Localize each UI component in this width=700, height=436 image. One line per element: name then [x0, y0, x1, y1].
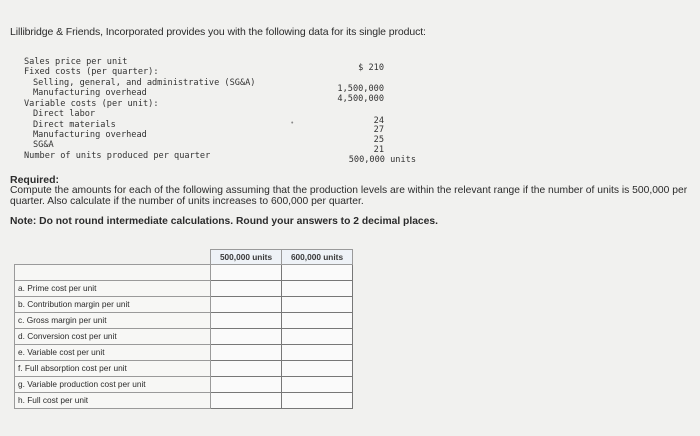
label-fixed-sga: Selling, general, and administrative (SG&A) [33, 78, 256, 88]
value-fixed-sga: 1,500,000 [337, 84, 384, 94]
input-prime-cost-600k[interactable] [282, 280, 353, 296]
required-note: Note: Do not round intermediate calculations. Round your answers to 2 decimal places. [10, 216, 438, 227]
input-variable-production-cost-500k[interactable] [211, 376, 282, 392]
value-units-produced: 500,000 units [348, 155, 416, 165]
value-variable-moh: 25 [373, 135, 384, 145]
answer-table [14, 249, 353, 409]
value-variable-sga: 21 [373, 145, 384, 155]
row-label-variable-cost: e. Variable cost per unit [15, 344, 211, 360]
input-conversion-cost-500k[interactable] [211, 328, 282, 344]
column-500000-units: 500,000 units [211, 250, 282, 265]
input-full-cost-600k[interactable] [282, 392, 353, 408]
header-blank-cell [15, 250, 211, 265]
problem-intro: Lillibridge & Friends, Incorporated provides you with the following data for its single product: [10, 26, 426, 38]
label-direct-materials: Direct materials [33, 120, 116, 130]
input-prime-cost-500k[interactable] [211, 280, 282, 296]
table-row [15, 376, 353, 392]
label-sales-price: Sales price per unit [24, 57, 128, 67]
row-label-full-cost: h. Full cost per unit [15, 392, 211, 408]
input-contribution-margin-600k[interactable] [282, 296, 353, 312]
input-conversion-cost-600k[interactable] [282, 328, 353, 344]
table-row [15, 344, 353, 360]
row-label-full-absorption-cost: f. Full absorption cost per unit [15, 360, 211, 376]
required-text: Compute the amounts for each of the following assuming that the production levels are within the relevant range if the number of units is 500,000 per quarter. Also calculate if the number of units increases to 600,000 per quarter. [10, 185, 688, 207]
value-direct-labor: 24 [373, 116, 384, 126]
label-units-produced: Number of units produced per quarter [24, 151, 211, 161]
table-row [15, 312, 353, 328]
row-label-variable-production-cost: g. Variable production cost per unit [15, 376, 211, 392]
input-variable-cost-600k[interactable] [282, 344, 353, 360]
label-variable-moh: Manufacturing overhead [33, 130, 147, 140]
spacer-label-cell [15, 264, 211, 280]
input-gross-margin-600k[interactable] [282, 312, 353, 328]
table-row [15, 296, 353, 312]
row-label-contribution-margin: b. Contribution margin per unit [15, 296, 211, 312]
label-fixed-moh: Manufacturing overhead [33, 88, 147, 98]
input-variable-cost-500k[interactable] [211, 344, 282, 360]
input-variable-production-cost-600k[interactable] [282, 376, 353, 392]
input-contribution-margin-500k[interactable] [211, 296, 282, 312]
value-direct-materials: 27 [373, 125, 384, 135]
table-row [15, 328, 353, 344]
column-600000-units: 600,000 units [282, 250, 353, 265]
row-label-conversion-cost: d. Conversion cost per unit [15, 328, 211, 344]
answer-table-spacer-row [15, 264, 353, 280]
input-full-cost-500k[interactable] [211, 392, 282, 408]
required-title: Required: [10, 174, 60, 186]
input-full-absorption-cost-600k[interactable] [282, 360, 353, 376]
table-row [15, 392, 353, 408]
input-full-absorption-cost-500k[interactable] [211, 360, 282, 376]
value-sales-price: $ 210 [358, 63, 384, 73]
row-label-prime-cost: a. Prime cost per unit [15, 280, 211, 296]
stray-dot: • [291, 120, 294, 127]
table-row [15, 360, 353, 376]
table-row [15, 280, 353, 296]
label-fixed-costs: Fixed costs (per quarter): [24, 67, 159, 77]
label-variable-sga: SG&A [33, 140, 54, 150]
input-gross-margin-500k[interactable] [211, 312, 282, 328]
row-label-gross-margin: c. Gross margin per unit [15, 312, 211, 328]
answer-table-header [15, 250, 353, 265]
label-direct-labor: Direct labor [33, 109, 96, 119]
value-fixed-moh: 4,500,000 [337, 94, 384, 104]
label-variable-costs: Variable costs (per unit): [24, 99, 159, 109]
spacer-cell-500k [211, 264, 282, 280]
spacer-cell-600k [282, 264, 353, 280]
